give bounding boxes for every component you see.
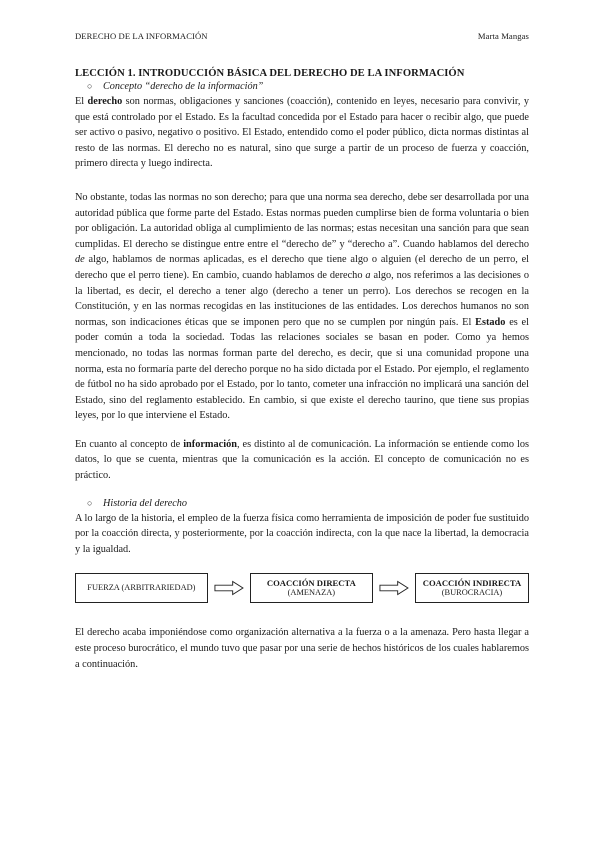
section-heading-concepto (87, 81, 529, 92)
flow-box-coaccion-directa (250, 573, 373, 603)
flow-box-subtitle: (AMENAZA) (287, 588, 336, 598)
circle-bullet-icon: ○ (87, 497, 93, 508)
bold-term: información (183, 438, 237, 450)
right-arrow-icon (379, 580, 409, 596)
section-heading-historia (87, 498, 529, 509)
paragraph-normas (75, 190, 529, 424)
text-run: algo, nos referimos a las decisiones o la libertad, es decir, el derecho a tener algo (derecho a tener un perro). Los derechos se recogen en la Constitución, y en las normas recogidas en las instituciones de las entidades. Los derechos humanos no son normas, son indicaciones éticas que se imponen pero que no se cumplen por ningún país. El (75, 269, 529, 328)
page-header (75, 31, 529, 41)
flow-box-title: COACCIÓN DIRECTA (266, 578, 356, 589)
right-arrow-icon (214, 580, 244, 596)
bold-term: derecho (87, 96, 123, 107)
flow-box-fuerza (75, 573, 208, 603)
paragraph-derecho-definicion (75, 94, 529, 172)
header-author: Marta Mangas (477, 31, 529, 41)
text-run: algo, hablamos de normas aplicadas, es el derecho que tiene algo o alguien (el derecho de un perro, el derecho que el perro tiene). En cambio, cuando hablamos de derecho (75, 254, 529, 281)
flow-box-label: FUERZA (ARBITRARIEDAD) (87, 583, 196, 593)
paragraph-conclusion: El derecho acaba imponiéndose como organización alternativa a la fuerza o a la amenaza. Pero hasta llegar a este proceso burocrático, el mundo tuvo que pasar por una serie de hechos históricos de los cuales hablaremos a continuación. (75, 627, 529, 670)
text-run: El (75, 96, 88, 107)
text-run: No obstante, todas las normas no son derecho; para que una norma sea derecho, debe ser desarrollada por una autoridad pública que forme parte del Estado. Estas normas pueden cumplirse bien de forma voluntaria o bien por obligación. La autoridad obliga al cumplimiento de las normas; estas necesitan una sanción para que sean cumplidas. El derecho se distingue entre entre el “derecho de” y “derecho a”. Cuando hablamos del derecho (75, 191, 529, 250)
section-heading-text: Historia del derecho (103, 497, 187, 509)
text-run: En cuanto al concepto de (75, 438, 184, 450)
flow-diagram (75, 571, 529, 605)
italic-term: de (75, 254, 85, 266)
paragraph-informacion (75, 437, 529, 484)
lesson-title: LECCIÓN 1. INTRODUCCIÓN BÁSICA DEL DERECHO DE LA INFORMACIÓN (75, 68, 465, 79)
text-run: son normas, obligaciones y sanciones (coacción), contenido en leyes, necesario para convivir, y que está controlado por el Estado. Es la facultad concedida por el Estado para hacer o recibir algo, que puede ser activo o pasivo, negativo o positivo. El Estado, entendido como el poder público, dicta normas distintas al resto de las normas. El derecho no es natural, sino que surge a partir de un proceso de fuerza y coacción, primero directa y luego indirecta. (75, 96, 529, 170)
italic-term: a (365, 269, 371, 281)
text-run: es el poder común a toda la sociedad. Todas las relaciones sociales se basan en poder. Como ya hemos mencionado, no todas las normas forman parte del derecho, es decir, que si una comunidad propone una norma, esta no formaría parte del derecho porque no ha sido dictada por el Estado. Por ejemplo, el reglamento de fútbol no ha sido aprobado por el Estado, por lo tanto, cometer una infracción no implicará una sanción del Estado, sino del reglamento establecido. En cambio, si que existe el derecho taurino, que tiene sus propias leyes, por lo que interviene el Estado. (75, 316, 529, 422)
flow-box-title: COACCIÓN INDIRECTA (422, 578, 522, 589)
flow-box-subtitle: (BUROCRACIA) (441, 588, 503, 598)
header-course-title: DERECHO DE LA INFORMACIÓN (75, 31, 208, 41)
circle-bullet-icon: ○ (87, 81, 93, 91)
section-heading-text: Concepto “derecho de la información” (103, 81, 264, 92)
text-run: , es distinto al de comunicación. La información se entiende como los datos, lo que se cuenta, mientras que la comunicación es la acción. El concepto de comunicación no es práctico. (75, 438, 529, 482)
paragraph-historia: A lo largo de la historia, el empleo de la fuerza física como herramienta de imposición de poder fue sustituido por la coacción directa, y posteriormente, por la coacción indirecta, con la que nace la libertad, la democracia y la igualdad. (75, 512, 529, 555)
bold-term: Estado (475, 316, 506, 328)
document-body (75, 68, 529, 672)
flow-box-coaccion-indirecta (415, 573, 529, 603)
